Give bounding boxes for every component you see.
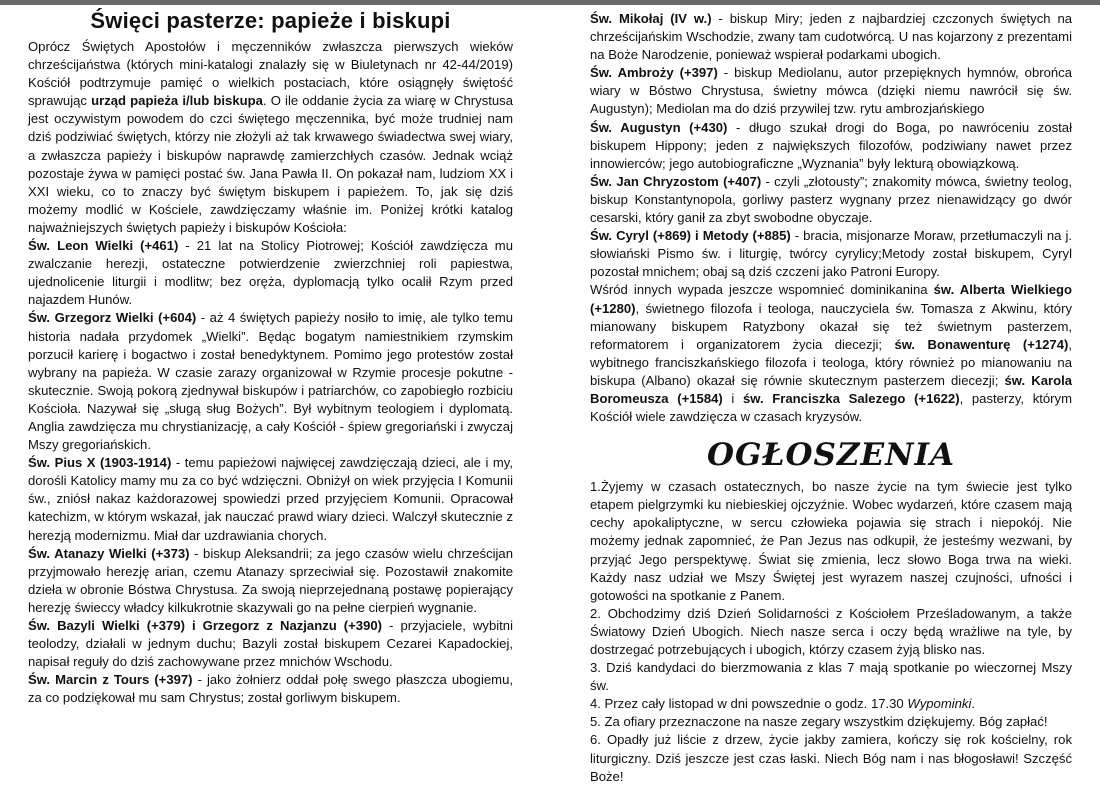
text: Wśród innych wypada jeszcze wspomnieć dominikanina <box>590 282 934 298</box>
saint-text: - 21 lat na Stolicy Piotrowej; Kościół zawdzięcza mu zwalczanie herezji, ostateczne potwierdzenie zwierzchniej roli papiestwa, ujednolicenie liturgii i modlitw; bez oręża, dyplomacją tylko ocalił Rzym przed najazdem Hunów. <box>28 238 513 308</box>
page-title: Święci pasterze: papieże i biskupi <box>90 8 451 33</box>
announcements-list <box>590 478 1072 786</box>
saint-name: św. Bonawenturę (+1274) <box>894 336 1069 352</box>
saint-name: Św. Cyryl (+869) i Metody (+885) <box>590 228 791 244</box>
saint-name: Św. Marcin z Tours (+397) <box>28 672 193 688</box>
saint-text: - jako żołnierz oddał połę swego płaszcza ubogiemu, za co podziękował mu sam Chrystus; został gorliwym biskupem. <box>28 672 513 706</box>
saint-name: Św. Ambroży (+397) <box>590 65 718 81</box>
text: 4. Przez cały listopad w dni powszednie o godz. 17.30 <box>590 696 908 712</box>
announcement-item: 1.Żyjemy w czasach ostatecznych, bo nasze życie na tym świecie jest tylko etapem pielgrzymki ku niebieskiej ojczyźnie. Wobec wydarzeń, które czasem mają cechy apokaliptyczne, w sercu człowieka pojawia się strach i niepokój. Nie możemy jednak zapomnieć, że Pan Jezus nas odkupił, że jesteśmy wezwani, by przyjąć Jego perspektywę. Świat się zmienia, lecz słowo Boga trwa na wieki. Każdy nasz udział we Mszy Świętej jest wyrazem naszej czujności, ufności i gotowości na spotkanie z Panem. <box>590 479 1072 603</box>
saint-text: - bracia, misjonarze Moraw, przetłumaczyli na j. słowiański Pismo św. i liturgię, twórcy cyrylicy;Metody został biskupem, Cyryl pozostał mnichem; obaj są dziś czczeni jako Patroni Europy. <box>590 228 1073 280</box>
saint-text: - aż 4 świętych papieży nosiło to imię, ale tylko temu historia nadała przydomek „Wielki”. Będąc bogatym namiestnikiem rzymskim porzucił karierę i bogactwo i został benedyktynem. Pomimo jego protestów został wybrany na papieża. W czasie zarazy organizował w Rzymie procesje pokutne - skutecznie. Swoją pokorą zjednywał biskupów i patriarchów, co zapobiegło rozbiciu Kościoła. Nazywał się „sługą sług Bożych”. Był wybitnym teologiem i dyplomatą. Anglia zawdzięcza mu chrystianizację, a cały Kościół - śpiew gregoriański i zwyczaj Mszy gregoriańskich. <box>28 310 514 453</box>
left-column <box>28 6 513 707</box>
saint-text: - temu papieżowi najwięcej zawdzięczają dzieci, ale i my, dorośli Katolicy mamy mu za co być wdzięczni. Obniżył on wiek przyjęcia I Komunii św., zniósł nakaz każdorazowej spowiedzi przed przyjęciem Komunii. Opracował katechizm, w którym wskazał, jak nauczać prawd wiary dzieci. Walczył skutecznie z herezją modernizmu. Miał dar uzdrawiania chorych. <box>28 455 513 543</box>
italic-text: Wypominki <box>907 696 972 712</box>
text: , wybitnego franciszkańskiego filozofa i teologa, który również po mianowaniu na biskupa (Albano) okazał się równie skutecznym pasterzem diecezji; <box>590 336 1072 388</box>
saint-entry <box>590 10 1072 64</box>
announcement-item: 5. Za ofiary przeznaczone na nasze zegary wszystkim dziękujemy. Bóg zapłać! <box>590 714 1048 730</box>
text: . <box>971 696 976 712</box>
saint-name: Św. Atanazy Wielki (+373) <box>28 545 190 561</box>
text: , świetnego filozofa i teologa, nauczyciela św. Tomasza z Akwinu, który mianowany biskupem Ratyzbony okazał się też świetnym pasterzem, reformatorem i organizatorem życia diecezji; <box>590 300 1072 352</box>
saint-entry <box>28 309 513 454</box>
text: i <box>722 390 743 406</box>
saint-name: Św. Pius X (1903-1914) <box>28 455 172 471</box>
announcement-item: 6. Opadły już liście z drzew, życie jakby zamiera, kończy się rok kościelny, rok liturgiczny. Dziś jeszcze jest czas łaski. Niech Bóg nam i nas błogosławi! Szczęść Boże! <box>590 732 1072 784</box>
intro-bold: urząd papieża i/lub biskupa <box>91 93 263 109</box>
saint-text: - biskup Aleksandrii; za jego czasów wielu chrześcijan przyjmowało herezję arian, czemu Atanazy sprzeciwiał się. Pozostawił znakomite dzieła w obronie Bóstwa Chrystusa. Za swoją nieprzejednaną postawę popierający herezję świeccy władcy kilkukrotnie skazywali go na pełne cierpień wygnanie. <box>28 545 513 615</box>
right-column <box>590 10 1072 786</box>
announcement-item: 2. Obchodzimy dziś Dzień Solidarności z Kościołem Prześladowanym, a także Światowy Dzień Ubogich. Niech nasze serca i oczy będą wrażliwe na tyle, by dostrzegać potrzebujących i ubogich, którzy czasem żyją blisko nas. <box>590 605 1072 657</box>
intro-text-2: . O ile oddanie życia za wiarę w Chrystusa jest oczywistym powodem do czci świętego męczennika, być może trudniej nam dziś podziwiać świętych, którzy nie złożyli aż tak krwawego świadectwa swej wiary, a zwłaszcza papieży i biskupów naprawdę zamierzchłych czasów. Jednak wciąż pozostaje żywa w pamięci postać św. Jana Pawła II. On pokazał nam, ludziom XX i XXI wieku, co to znaczy być świętym biskupem i papieżem. To, jak się dziś możemy modlić w Kościele, zawdzięczamy właśnie im. Poniżej krótki katalog najważniejszych świętych papieży i biskupów Kościoła: <box>28 93 513 235</box>
top-border <box>0 0 1100 5</box>
announcement-item: 3. Dziś kandydaci do bierzmowania z klas 7 mają spotkanie po wieczornej Mszy św. <box>590 660 1072 694</box>
saint-name: św. Alberta Wielkiego (+1280) <box>590 282 1072 316</box>
saint-text: - przyjaciele, wybitni teolodzy, działali w jednym duchu; Bazyli został biskupem Cezarei Kapadockiej, napisał reguły do dziś zachowywane przez mnichów Wschodu. <box>28 618 513 670</box>
saint-entry <box>28 671 513 707</box>
saint-name: Św. Augustyn (+430) <box>590 119 728 135</box>
intro-paragraph <box>28 38 513 237</box>
text: , pasterzy, którym Kościół wiele zawdzięcza w czasach kryzysów. <box>590 390 1072 425</box>
intro-text: Oprócz Świętych Apostołów i męczenników zwłaszcza pierwszych wieków chrześcijaństwa (których mini-katalogi znalazły się w Biuletynach nr 42-44/2019) Kościół podtrzymuje pamięć o wielkich postaciach, które osiągnęły świętość sprawując <box>28 39 513 109</box>
saint-text: - biskup Mediolanu, autor przepięknych hymnów, obrońca wiary w Bóstwo Chrystusa, świetny mówca (dzięki niemu nawrócił się św. Augustyn); Mediolan ma do dziś przywilej tzw. rytu ambrozjańskiego <box>590 65 1073 117</box>
saint-name: Św. Leon Wielki (+461) <box>28 238 179 254</box>
saint-entry <box>28 237 513 309</box>
saint-text: - czyli „złotousty”; znakomity mówca, świetny teolog, biskup Konstantynopola, gorliwy pasterz wygnany przez nienawidzący go dwór cesarski, który ganił za zbyt swobodne obyczaje. <box>590 173 1073 226</box>
saint-name: św. Franciszka Salezego (+1622) <box>743 390 960 406</box>
saint-name: św. Karola Boromeusza (+1584) <box>590 372 1072 406</box>
saint-entry <box>590 64 1072 118</box>
saint-name: Św. Bazyli Wielki (+379) i Grzegorz z Nazjanzu (+390) <box>28 618 383 633</box>
announcement-item <box>590 695 1072 713</box>
saint-entry <box>28 545 513 617</box>
saint-entry <box>28 454 513 544</box>
saint-entry <box>590 227 1072 281</box>
saint-name: Św. Grzegorz Wielki (+604) <box>28 310 197 326</box>
saint-name: Św. Jan Chryzostom (+407) <box>590 173 762 189</box>
announcements-heading: OGŁOSZENIA <box>706 437 956 474</box>
saint-entry <box>28 617 513 671</box>
saint-text: - długo szukał drogi do Boga, po nawróceniu został biskupem Hippony; jeden z największych filozofów, podziwiany nawet przez innowierców; jego autobiograficzne „Wyznania” były lekturą obowiązkową. <box>590 119 1072 171</box>
other-saints-paragraph <box>590 281 1072 426</box>
saint-entry <box>590 119 1072 173</box>
saint-entry <box>590 173 1072 227</box>
saint-text: - biskup Miry; jeden z najbardziej czczonych świętych na chrześcijańskim Wschodzie, zwany tam cudotwórcą. U nas kojarzony z prezentami na Boże Narodzenie, ponieważ wspierał podarkami ubogich. <box>590 11 1073 63</box>
saint-name: Św. Mikołaj (IV w.) <box>590 11 712 26</box>
